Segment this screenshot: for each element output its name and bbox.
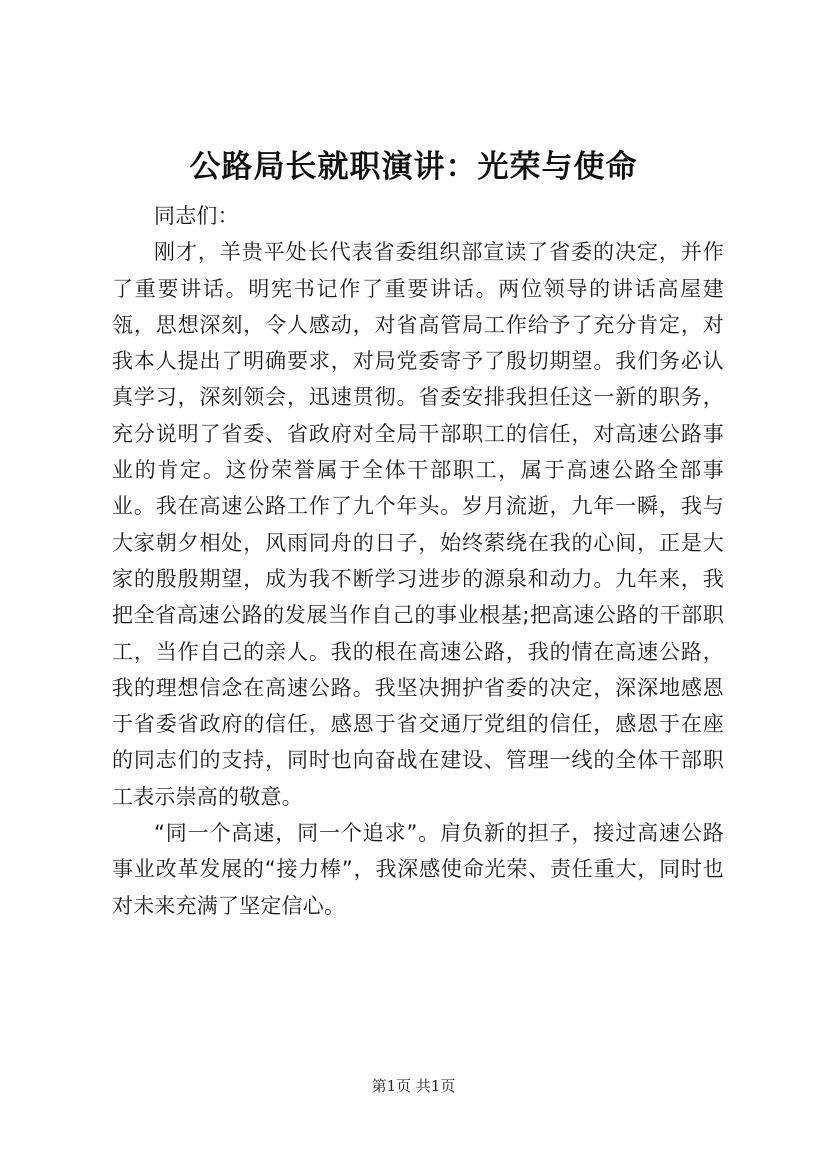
body-paragraph-2: “同一个高速，同一个追求”。肩负新的担子，接过高速公路事业改革发展的“接力棒”，我深感使命光荣、责任重大，同时也对未来充满了坚定信心。 (112, 821, 724, 918)
document-body (112, 198, 724, 924)
greeting-paragraph: 同志们： (154, 204, 239, 228)
body-paragraph-1: 刚才，羊贵平处长代表省委组织部宣读了省委的决定，并作了重要讲话。明宪书记作了重要讲话。两位领导的讲话高屋建瓴，思想深刻，令人感动，对省高管局工作给予了充分肯定，对我本人提出了明确要求，对局党委寄予了殷切期望。我们务必认真学习，深刻领会，迅速贯彻。省委安排我担任这一新的职务，充分说明了省委、省政府对全局干部职工的信任，对高速公路事业的肯定。这份荣誉属于全体干部职工，属于高速公路全部事业。我在高速公路工作了九个年头。岁月流逝，九年一瞬，我与大家朝夕相处，风雨同舟的日子，始终萦绕在我的心间，正是大家的殷殷期望，成为我不断学习进步的源泉和动力。九年来，我把全省高速公路的发展当作自己的事业根基;把高速公路的干部职工，当作自己的亲人。我的根在高速公路，我的情在高速公路，我的理想信念在高速公路。我坚决拥护省委的决定，深深地感恩于省委省政府的信任，感恩于省交通厅党组的信任，感恩于在座的同志们的支持，同时也向奋战在建设、管理一线的全体干部职工表示崇高的敬意。 (112, 240, 724, 809)
page-number-footer: 第1页 共1页 (371, 1077, 456, 1095)
document-title: 公路局长就职演讲：光荣与使命 (189, 149, 638, 185)
